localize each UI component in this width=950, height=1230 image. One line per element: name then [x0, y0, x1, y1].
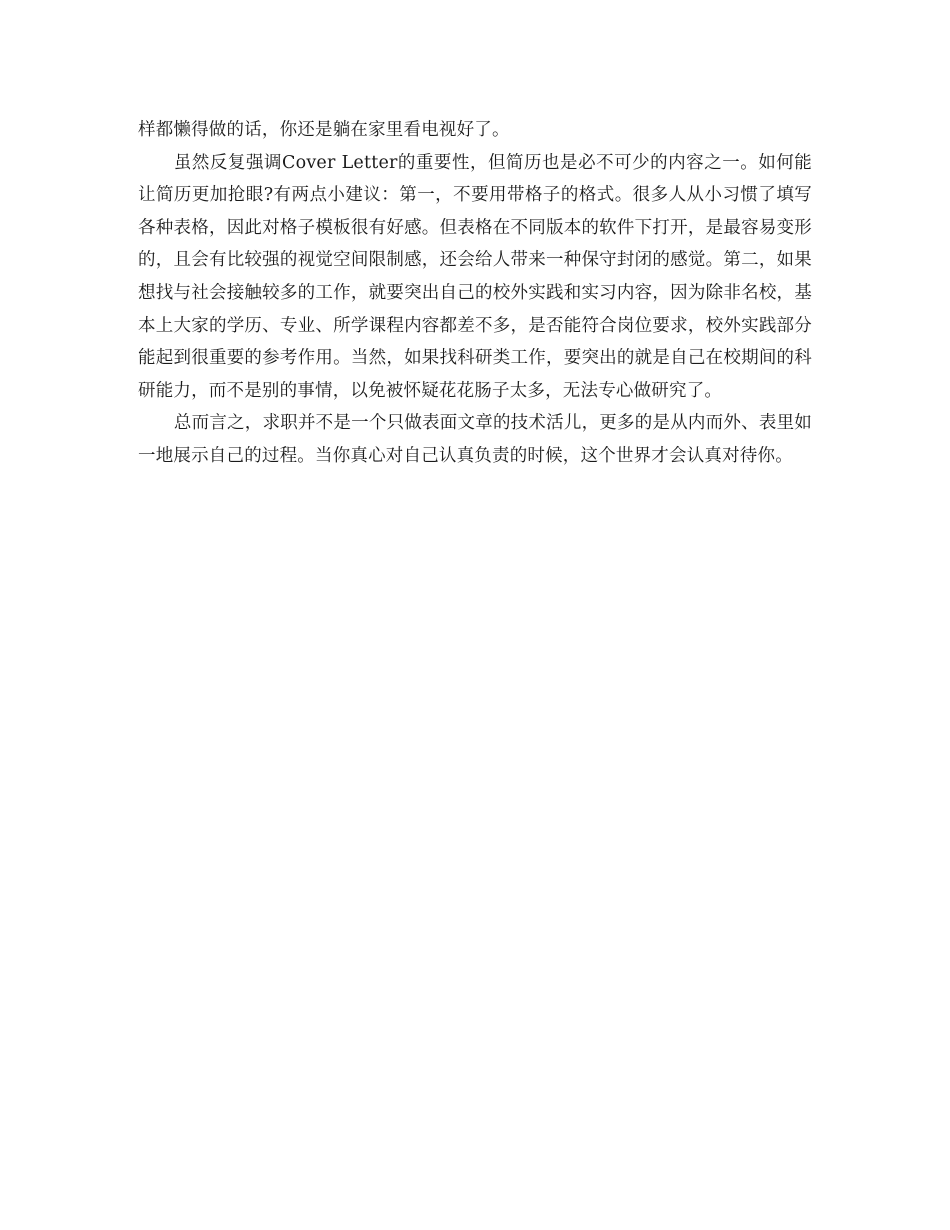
paragraph-resume-advice: 虽然反复强调Cover Letter的重要性，但简历也是必不可少的内容之一。如何能让简历更加抢眼?有两点小建议：第一，不要用带格子的格式。很多人从小习惯了填写各种表格，因此对格子模板很有好感。但表格在不同版本的软件下打开，是最容易变形的，且会有比较强的视觉空间限制感，还会给人带来一种保守封闭的感觉。第二，如果想找与社会接触较多的工作，就要突出自己的校外实践和实习内容，因为除非名校，基本上大家的学历、专业、所学课程内容都差不多，是否能符合岗位要求，校外实践部分能起到很重要的参考作用。当然，如果找科研类工作，要突出的就是自己在校期间的科研能力，而不是别的事情，以免被怀疑花花肠子太多，无法专心做研究了。 — [138, 152, 812, 401]
paragraph-conclusion: 总而言之，求职并不是一个只做表面文章的技术活儿，更多的是从内而外、表里如一地展示自己的过程。当你真心对自己认真负责的时候，这个世界才会认真对待你。 — [138, 413, 812, 466]
paragraph-continuation: 样都懒得做的话，你还是躺在家里看电视好了。 — [138, 120, 510, 140]
document-body — [138, 114, 812, 473]
